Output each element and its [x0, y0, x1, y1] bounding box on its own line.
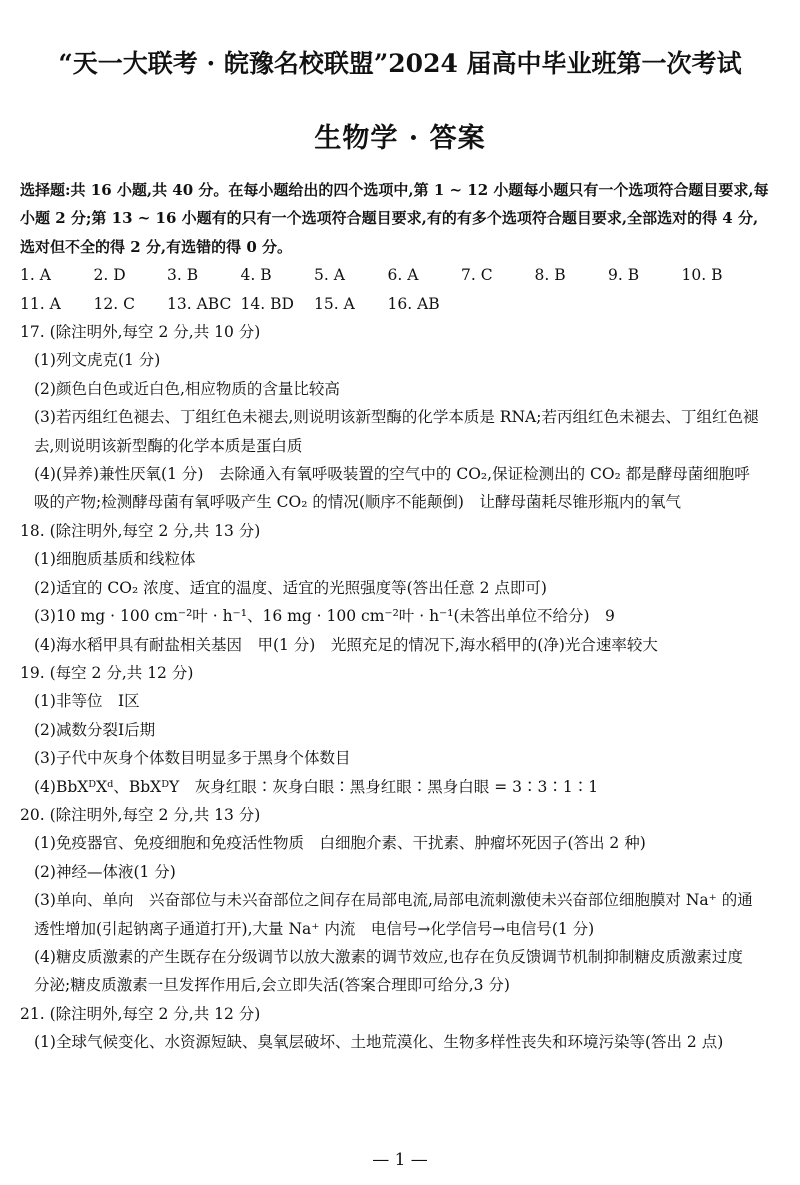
answer-line: (2)适宜的 CO₂ 浓度、适宜的温度、适宜的光照强度等(答出任意 2 点即可): [34, 578, 547, 597]
choice-answers-row-2: [20, 290, 784, 318]
question-heading: 17. (除注明外,每空 2 分,共 10 分): [20, 323, 261, 342]
choice-answer: 13. ABC: [167, 294, 232, 313]
answer-subtitle: 生物学 · 答案: [314, 123, 486, 154]
answer-line: (3)单向、单向 兴奋部位与未兴奋部位之间存在局部电流,局部电流刺激使未兴奋部位细胞膜对 Na⁺ 的通: [34, 891, 753, 910]
answer-line: 透性增加(引起钠离子通道打开),大量 Na⁺ 内流 电信号→化学信号→电信号(1 分): [34, 919, 595, 938]
answer-line: (2)减数分裂Ⅰ后期: [34, 720, 156, 739]
choice-answer: 2. D: [93, 266, 126, 285]
answer-line: (4)BbXᴰXᵈ、BbXᴰY 灰身红眼∶灰身白眼∶黑身红眼∶黑身白眼 = 3∶3∶1∶1: [34, 777, 599, 796]
answer-line: 分泌;糖皮质激素一旦发挥作用后,会立即失活(答案合理即可给分,3 分): [34, 976, 510, 995]
answer-line: (3)10 mg · 100 cm⁻²叶 · h⁻¹、16 mg · 100 cm⁻²叶 · h⁻¹(未答出单位不给分) 9: [34, 607, 615, 626]
intro-line: 选择题:共 16 小题,共 40 分。在每小题给出的四个选项中,第 1 ~ 12 小题每小题只有一个选项符合题目要求,每: [20, 181, 769, 199]
choice-answer: 8. B: [534, 266, 566, 285]
answer-line: 吸的产物;检测酵母菌有氧呼吸产生 CO₂ 的情况(顺序不能颠倒) 让酵母菌耗尽锥形瓶内的氧气: [34, 493, 681, 512]
intro-line: 选对但不全的得 2 分,有选错的得 0 分。: [20, 237, 292, 256]
answer-line: (4)糖皮质激素的产生既存在分级调节以放大激素的调节效应,也存在负反馈调节机制抑制糖皮质激素过度: [34, 947, 743, 966]
choice-answer: 16. AB: [387, 294, 440, 313]
choice-answer: 11. A: [20, 294, 61, 313]
choice-answer: 1. A: [20, 266, 51, 285]
answer-line: (2)神经—体液(1 分): [34, 862, 176, 881]
choice-answer: 14. BD: [240, 294, 294, 313]
page-number: — 1 —: [372, 1150, 428, 1170]
answer-line: (4)(异养)兼性厌氧(1 分) 去除通入有氧呼吸装置的空气中的 CO₂,保证检测出的 CO₂ 都是酵母菌细胞呼: [34, 465, 750, 484]
answer-content: [20, 176, 784, 1057]
choice-answer: 4. B: [240, 266, 272, 285]
choice-answer: 6. A: [387, 266, 419, 285]
answer-line: (4)海水稻甲具有耐盐相关基因 甲(1 分) 光照充足的情况下,海水稻甲的(净)光合速率较大: [34, 635, 658, 654]
question-heading: 20. (除注明外,每空 2 分,共 13 分): [20, 805, 261, 824]
question-heading: 18. (除注明外,每空 2 分,共 13 分): [20, 521, 261, 540]
answer-line: (1)列文虎克(1 分): [34, 351, 161, 370]
choice-answer: 3. B: [167, 266, 199, 285]
choice-answer: 12. C: [93, 294, 135, 313]
exam-title: “天一大联考 · 皖豫名校联盟”2024 届高中毕业班第一次考试: [58, 49, 742, 78]
answer-line: 去,则说明该新型酶的化学本质是蛋白质: [34, 436, 303, 455]
choice-answer: 5. A: [314, 266, 345, 285]
choice-answers-row-1: [20, 261, 784, 289]
answer-line: (3)若丙组红色褪去、丁组红色未褪去,则说明该新型酶的化学本质是 RNA;若丙组红色未褪去、丁组红色褪: [34, 408, 759, 427]
answer-line: (1)免疫器官、免疫细胞和免疫活性物质 白细胞介素、干扰素、肿瘤坏死因子(答出 2 种): [34, 834, 646, 853]
question-heading: 21. (除注明外,每空 2 分,共 12 分): [20, 1004, 261, 1023]
answer-line: (1)非等位 Ⅰ区: [34, 692, 140, 711]
answer-line: (2)颜色白色或近白色,相应物质的含量比较高: [34, 379, 340, 398]
answer-line: (3)子代中灰身个体数目明显多于黑身个体数目: [34, 749, 351, 768]
choice-answer: 10. B: [681, 266, 723, 285]
choice-answer: 7. C: [461, 266, 493, 285]
intro-line: 小题 2 分;第 13 ~ 16 小题有的只有一个选项符合题目要求,有的有多个选项符合题目要求,全部选对的得 4 分,: [20, 209, 759, 228]
choice-answer: 9. B: [608, 266, 640, 285]
answer-line: (1)全球气候变化、水资源短缺、臭氧层破坏、土地荒漠化、生物多样性丧失和环境污染等(答出 2 点): [34, 1033, 724, 1052]
choice-answer: 15. A: [314, 294, 355, 313]
question-heading: 19. (每空 2 分,共 12 分): [20, 663, 194, 682]
answer-lines: [20, 318, 784, 1057]
answer-line: (1)细胞质基质和线粒体: [34, 550, 196, 569]
